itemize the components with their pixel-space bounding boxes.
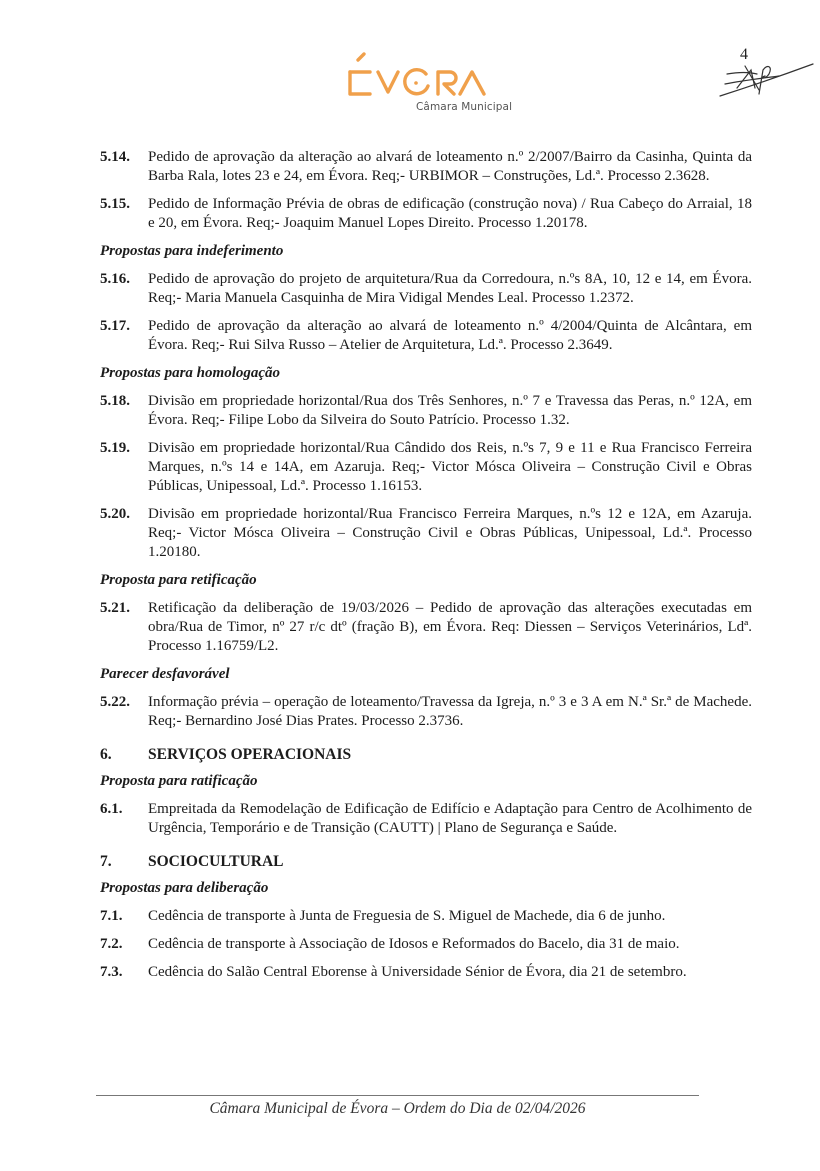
agenda-content [100, 148, 752, 991]
item-text: Informação prévia – operação de loteamento/Travessa da Igreja, n.º 3 e 3 A em N.ª Sr.ª de Machede. Req;- Bernardino José Dias Prates. Processo 2.3736. [148, 694, 752, 729]
section-title: SERVIÇOS OPERACIONAIS [148, 746, 352, 763]
section-heading [100, 745, 752, 764]
item-number: 7.1. [100, 908, 123, 924]
item-text: Cedência de transporte à Junta de Freguesia de S. Miguel de Machede, dia 6 de junho. [148, 908, 666, 924]
footer-text: Câmara Municipal de Évora – Ordem do Dia de 02/04/2026 [209, 1100, 586, 1117]
item-text: Cedência de transporte à Associação de Idosos e Reformados do Bacelo, dia 31 de maio. [148, 936, 680, 952]
item-text: Pedido de Informação Prévia de obras de edificação (construção nova) / Rua Cabeço do Arraial, 18 e 20, em Évora. Req;- Joaquim Manuel Lopes Direito. Processo 1.20178. [148, 196, 752, 231]
subheading: Propostas para homologação [100, 365, 281, 381]
agenda-item [100, 270, 752, 308]
item-text: Pedido de aprovação da alteração ao alvará de loteamento n.º 4/2004/Quinta de Alcântara, em Évora. Req;- Rui Silva Russo – Atelier de Arquitetura, Ld.ª. Processo 2.3649. [148, 318, 752, 353]
section-title: SOCIOCULTURAL [148, 853, 284, 870]
item-number: 7.2. [100, 936, 123, 952]
agenda-item [100, 907, 752, 926]
agenda-item [100, 392, 752, 430]
agenda-item [100, 599, 752, 656]
page-header [0, 0, 820, 130]
logo-subtitle: Câmara Municipal [416, 101, 513, 113]
item-number: 5.21. [100, 600, 130, 616]
agenda-item [100, 800, 752, 838]
footer-divider [96, 1095, 699, 1096]
item-text: Pedido de aprovação da alteração ao alvará de loteamento n.º 2/2007/Bairro da Casinha, Quinta da Barba Rala, lotes 23 e 24, em Évora. Req;- URBIMOR – Construções, Ld.ª. Processo 2.3628. [148, 149, 752, 184]
page-number: 4 [740, 46, 748, 63]
section-heading [100, 852, 752, 871]
agenda-item [100, 195, 752, 233]
agenda-item [100, 963, 752, 982]
item-text: Divisão em propriedade horizontal/Rua Cândido dos Reis, n.ºs 7, 9 e 11 e Rua Francisco Ferreira Marques, n.ºs 14 e 14A, em Azaruja. Req;- Victor Mósca Oliveira – Construção Civil e Obras Públicas, Unipessoal, Ld.ª. Processo 1.16153. [148, 440, 752, 494]
item-text: Divisão em propriedade horizontal/Rua Francisco Ferreira Marques, n.ºs 12 e 12A, em Azaruja. Req;- Victor Mósca Oliveira – Construção Civil e Obras Públicas, Unipessoal, Ld.ª. Processo 1.20180. [148, 506, 752, 560]
item-text: Empreitada da Remodelação de Edificação de Edifício e Adaptação para Centro de Acolhimento de Urgência, Temporário e de Transição (CAUTT) | Plano de Segurança e Saúde. [148, 801, 752, 836]
agenda-item [100, 317, 752, 355]
item-number: 5.14. [100, 149, 130, 165]
item-number: 5.18. [100, 393, 130, 409]
signature-icon [715, 56, 815, 102]
agenda-item [100, 148, 752, 186]
item-number: 5.17. [100, 318, 130, 334]
item-number: 5.15. [100, 196, 130, 212]
subheading: Proposta para ratificação [100, 773, 258, 789]
item-text: Cedência do Salão Central Eborense à Universidade Sénior de Évora, dia 21 de setembro. [148, 964, 687, 980]
subheading: Proposta para retificação [100, 572, 257, 588]
item-number: 6.1. [100, 801, 123, 817]
item-number: 5.20. [100, 506, 130, 522]
item-number: 5.19. [100, 440, 130, 456]
agenda-item [100, 693, 752, 731]
item-text: Pedido de aprovação do projeto de arquitetura/Rua da Corredoura, n.ºs 8A, 10, 12 e 14, em Évora. Req;- Maria Manuela Casquinha de Mira Vidigal Mendes Leal. Processo 1.2372. [148, 271, 752, 306]
subheading: Parecer desfavorável [100, 666, 230, 682]
item-text: Retificação da deliberação de 19/03/2026 – Pedido de aprovação das alterações executadas em obra/Rua de Timor, nº 27 r/c dtº (fração B), em Évora. Req: Diessen – Serviços Veterinários, Ldª. Processo 1.16759/L2. [148, 600, 752, 654]
evora-logo-icon [348, 50, 508, 100]
agenda-item [100, 439, 752, 496]
item-number: 5.16. [100, 271, 130, 287]
item-number: 7.3. [100, 964, 123, 980]
item-text: Divisão em propriedade horizontal/Rua dos Três Senhores, n.º 7 e Travessa das Peras, n.º 12A, em Évora. Req;- Filipe Lobo da Silveira do Souto Patrício. Processo 1.32. [148, 393, 752, 428]
agenda-item [100, 935, 752, 954]
item-number: 5.22. [100, 694, 130, 710]
subheading: Propostas para indeferimento [100, 243, 284, 259]
subheading: Propostas para deliberação [100, 880, 269, 896]
section-number: 7. [100, 853, 112, 870]
section-number: 6. [100, 746, 112, 763]
agenda-item [100, 505, 752, 562]
